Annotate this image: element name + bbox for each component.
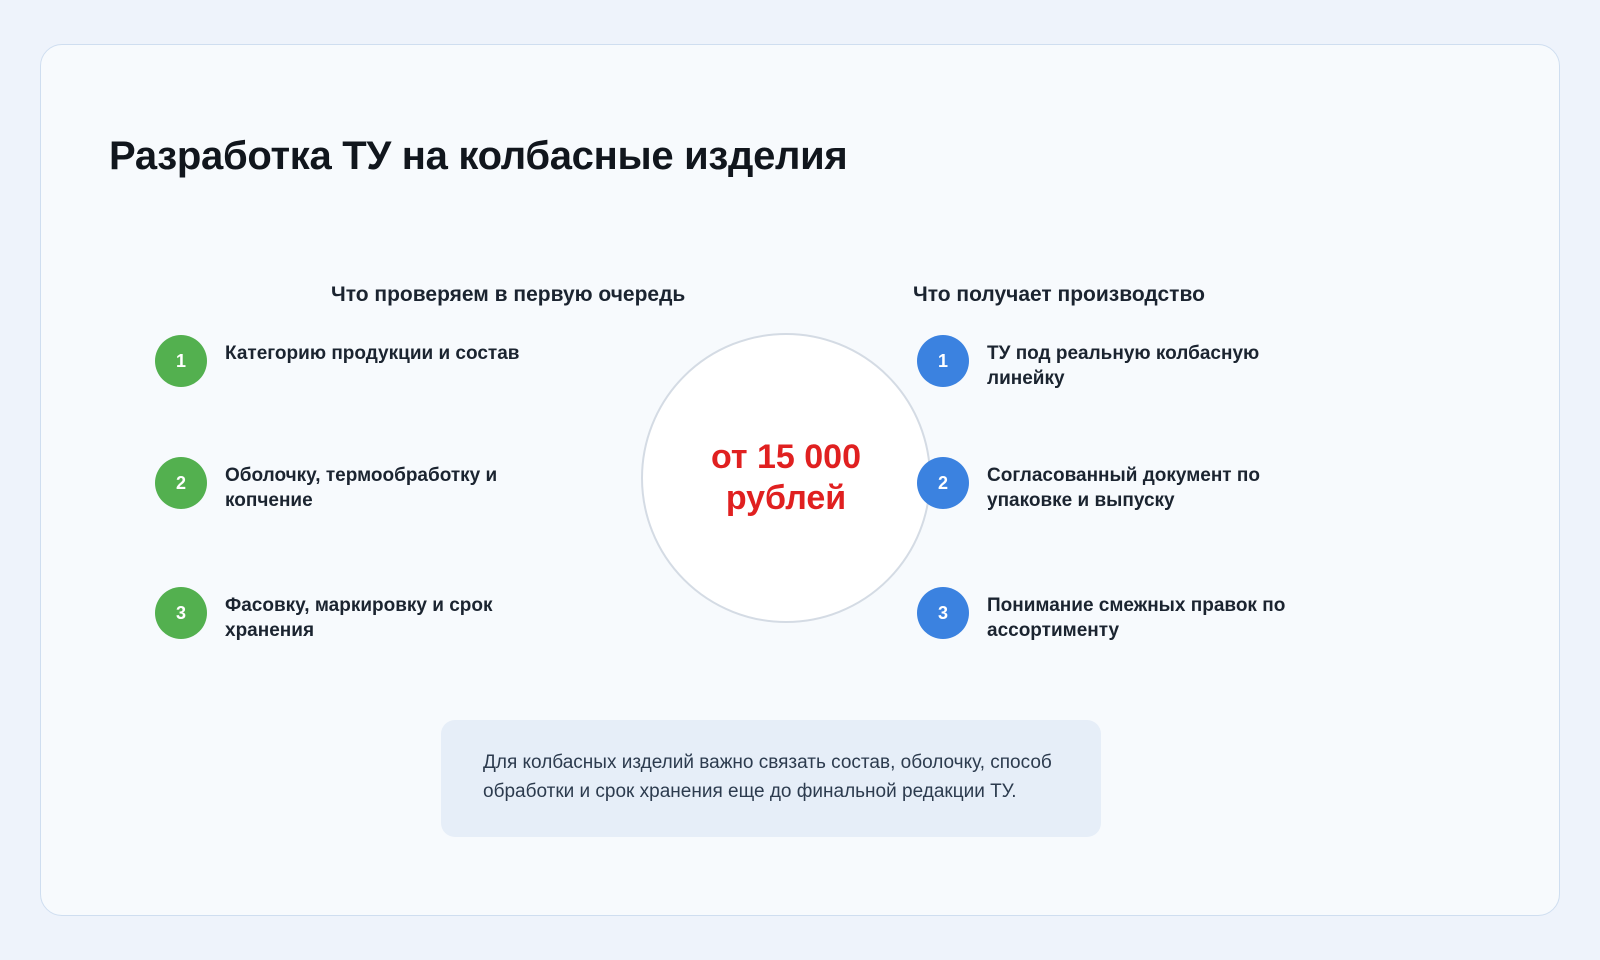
note-text: Для колбасных изделий важно связать состав, оболочку, способ обработки и срок хранения еще до финальной редакции ТУ. [483, 752, 1052, 803]
list-item-label: Оболочку, термообработку и копчение [225, 465, 498, 512]
step-number-badge: 3 [917, 587, 969, 639]
step-number-badge: 2 [155, 457, 207, 509]
step-number-badge: 2 [917, 457, 969, 509]
page-title: Разработка ТУ на колбасные изделия [109, 133, 848, 178]
note-box [441, 720, 1101, 837]
list-item [917, 333, 1337, 391]
step-number-badge: 1 [155, 335, 207, 387]
list-item-label: Категорию продукции и состав [225, 343, 520, 364]
list-item [155, 455, 575, 513]
price-circle [641, 333, 931, 623]
list-item [917, 585, 1337, 643]
price-label: от 15 000 рублей [710, 437, 861, 517]
list-item [155, 585, 575, 643]
list-item-label: ТУ под реальную колбасную линейку [987, 343, 1260, 390]
step-number-badge: 3 [155, 587, 207, 639]
list-item [917, 455, 1337, 513]
list-item-label: Фасовку, маркировку и срок хранения [225, 595, 493, 642]
step-number-badge: 1 [917, 335, 969, 387]
right-column-heading: Что получает производство [913, 283, 1205, 306]
left-column-heading: Что проверяем в первую очередь [331, 283, 686, 306]
list-item-label: Понимание смежных правок по ассортименту [987, 595, 1286, 642]
list-item [155, 333, 575, 387]
list-item-label: Согласованный документ по упаковке и выпуску [987, 465, 1260, 512]
content-card [40, 44, 1560, 916]
